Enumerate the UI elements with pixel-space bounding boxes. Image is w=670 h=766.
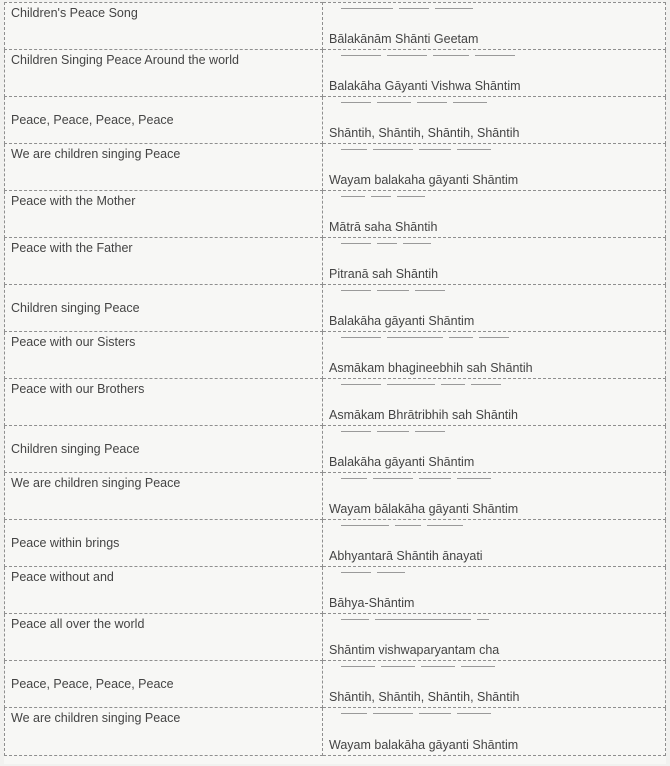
- table-row: [5, 238, 666, 285]
- translation-cell: [323, 3, 666, 50]
- english-line: Peace without and: [5, 567, 323, 614]
- handwritten-devanagari: [341, 288, 451, 301]
- handwritten-devanagari: [341, 335, 515, 348]
- transliteration-line: Shāntih, Shāntih, Shāntih, Shāntih: [329, 690, 520, 704]
- table-row: [5, 708, 666, 756]
- table-row: [5, 614, 666, 661]
- translation-cell: [323, 50, 666, 97]
- handwritten-devanagari: [341, 241, 437, 254]
- translation-cell: [323, 379, 666, 426]
- handwritten-devanagari: [341, 664, 501, 677]
- translation-cell: [323, 520, 666, 567]
- handwritten-devanagari: [341, 6, 479, 19]
- translation-cell: [323, 567, 666, 614]
- table-row: [5, 473, 666, 520]
- table-row: [5, 567, 666, 614]
- transliteration-line: Wayam balakaha gāyanti Shāntim: [329, 173, 519, 187]
- english-line: Peace, Peace, Peace, Peace: [5, 97, 323, 144]
- english-line: Peace all over the world: [5, 614, 323, 661]
- english-line: Peace, Peace, Peace, Peace: [5, 661, 323, 708]
- table-row: [5, 661, 666, 708]
- english-line: Peace within brings: [5, 520, 323, 567]
- transliteration-line: Abhyantarā Shāntih ānayati: [329, 549, 483, 563]
- translation-cell: [323, 473, 666, 520]
- handwritten-devanagari: [341, 523, 469, 536]
- translation-cell: [323, 332, 666, 379]
- table-row: [5, 426, 666, 473]
- table-row: [5, 144, 666, 191]
- english-line: Peace with the Father: [5, 238, 323, 285]
- transliteration-line: Shāntih, Shāntih, Shāntih, Shāntih: [329, 126, 520, 140]
- handwritten-devanagari: [341, 711, 497, 724]
- peace-song-table: [4, 2, 666, 756]
- handwritten-devanagari: [341, 194, 431, 207]
- english-line: Children Singing Peace Around the world: [5, 50, 323, 97]
- transliteration-line: Balakāha gāyanti Shāntim: [329, 314, 475, 328]
- english-line: Children singing Peace: [5, 285, 323, 332]
- english-line: Peace with our Sisters: [5, 332, 323, 379]
- table-row: [5, 285, 666, 332]
- transliteration-line: Asmākam Bhrātribhih sah Shāntih: [329, 408, 518, 422]
- transliteration-line: Balakāha Gāyanti Vishwa Shāntim: [329, 79, 521, 93]
- translation-cell: [323, 97, 666, 144]
- table-row: [5, 3, 666, 50]
- translation-cell: [323, 708, 666, 756]
- english-line: We are children singing Peace: [5, 144, 323, 191]
- transliteration-line: Shāntim vishwaparyantam cha: [329, 643, 500, 657]
- table-row: [5, 379, 666, 426]
- translation-cell: [323, 144, 666, 191]
- song-sheet: [4, 2, 666, 764]
- table-row: [5, 97, 666, 144]
- table-row: [5, 520, 666, 567]
- transliteration-line: Asmākam bhagineebhih sah Shāntih: [329, 361, 533, 375]
- english-line: Peace with the Mother: [5, 191, 323, 238]
- handwritten-devanagari: [341, 476, 497, 489]
- table-row: [5, 50, 666, 97]
- english-line: We are children singing Peace: [5, 708, 323, 756]
- handwritten-devanagari: [341, 429, 451, 442]
- transliteration-line: Wayam bālakāha gāyanti Shāntim: [329, 502, 519, 516]
- handwritten-devanagari: [341, 147, 497, 160]
- transliteration-line: Bālakānām Shānti Geetam: [329, 32, 479, 46]
- transliteration-line: Wayam balakāha gāyanti Shāntim: [329, 738, 519, 752]
- translation-cell: [323, 614, 666, 661]
- handwritten-devanagari: [341, 100, 493, 113]
- translation-cell: [323, 238, 666, 285]
- handwritten-devanagari: [341, 53, 521, 66]
- translation-cell: [323, 285, 666, 332]
- transliteration-line: Pitranā sah Shāntih: [329, 267, 439, 281]
- transliteration-line: Balakāha gāyanti Shāntim: [329, 455, 475, 469]
- transliteration-line: Mātrā saha Shāntih: [329, 220, 438, 234]
- handwritten-devanagari: [341, 570, 411, 583]
- english-line: We are children singing Peace: [5, 473, 323, 520]
- handwritten-devanagari: [341, 382, 507, 395]
- transliteration-line: Bāhya-Shāntim: [329, 596, 415, 610]
- english-line: Children singing Peace: [5, 426, 323, 473]
- translation-cell: [323, 191, 666, 238]
- translation-cell: [323, 661, 666, 708]
- english-line: Children's Peace Song: [5, 3, 323, 50]
- table-row: [5, 332, 666, 379]
- handwritten-devanagari: [341, 617, 495, 630]
- table-row: [5, 191, 666, 238]
- translation-cell: [323, 426, 666, 473]
- english-line: Peace with our Brothers: [5, 379, 323, 426]
